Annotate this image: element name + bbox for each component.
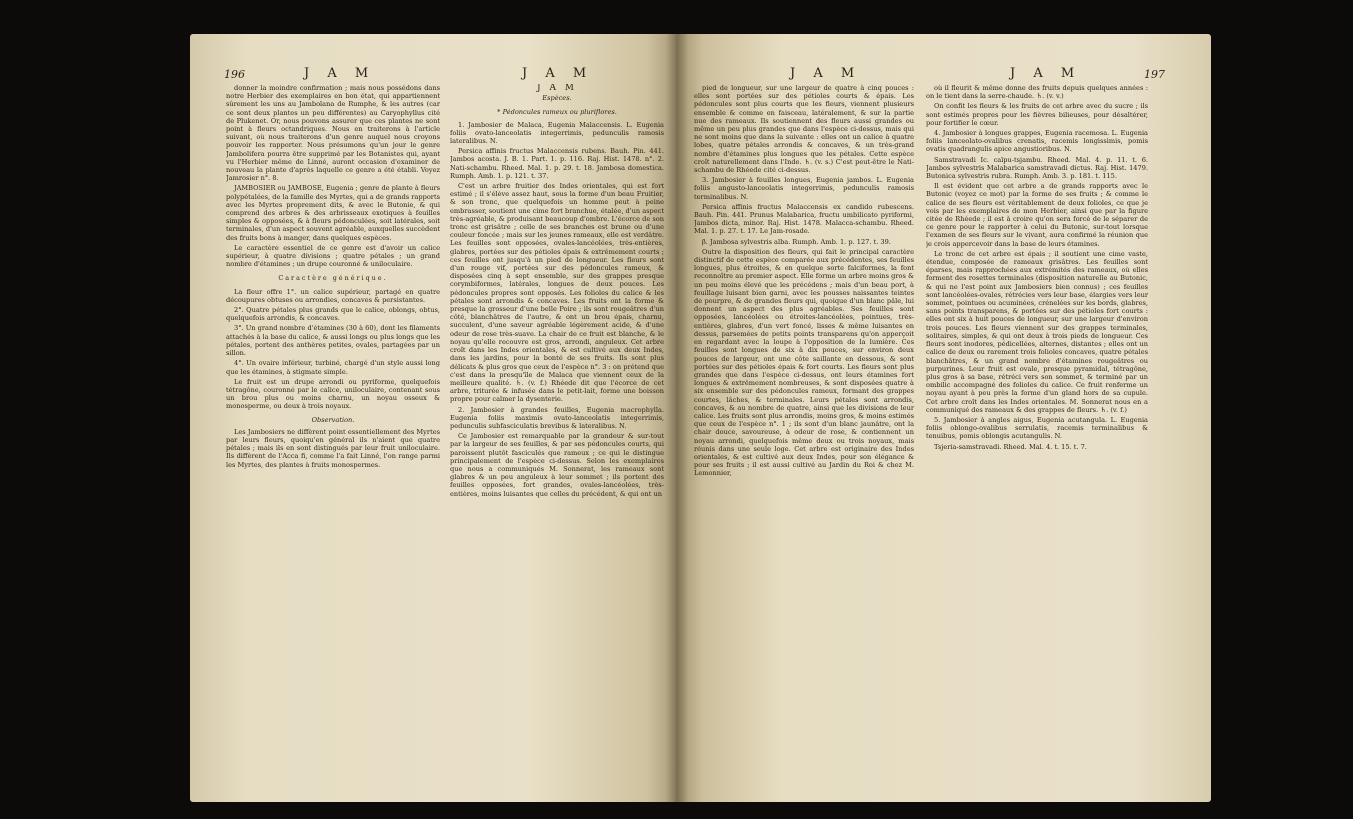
paragraph: Le tronc de cet arbre est épais ; il soutient une cime vaste, étendue, composée de rameaux grisâtres. Les feuilles sont éparses, mais rapprochées aux extrémités des rameaux, où elles forment des rosettes terminales (disposition naturelle au Butonic, & qui ne l'est point aux Jambosiers bien connus) ; ces feuilles sont lancéolées-ovales, rétrécies vers leur base, élargies vers leur sommet, pointues ou acuminées, crénelées sur les bords, glabres, sans points transparens, & portées sur des pétioles fort courts : elles ont six à huit pouces de longueur, sur une largeur d'environ trois pouces. Les fleurs viennent sur des grappes terminales, solitaires, simples, & qui ont deux à trois pieds de longueur. Ces fleurs sont inodores, pédicellées, alternes, distantes ; elles ont un calice de deux ou rarement trois folioles concaves, quatre pétales blanchâtres, & un grand nombre d'étamines rougeâtres ou purpurines. Leur fruit est ovale, presque pyramidal, tétragône, plus gros à sa base, rétréci vers son sommet, & terminé par un ombilic accompagné des folioles du calice. Ce fruit renferme un noyau ayant à peu près la forme d'un gland hors de sa cupule. Cet arbre croît dans les Indes orientales. M. Sonnerat nous en a communiqué des rameaux & des grappes de fleurs. ♄. (v. f.) xyxy=(926,249,1148,414)
right-page-column-1 xyxy=(694,84,914,784)
right-page-column-2 xyxy=(926,84,1148,784)
section-heading: Observation. xyxy=(311,415,355,424)
section-heading: * Pédoncules rameux ou pluriflores. xyxy=(497,108,617,117)
page-number-right: 197 xyxy=(1144,68,1165,81)
running-head-right-col2: J A M xyxy=(1010,66,1082,81)
paragraph: Ce Jambosier est remarquable par la grandeur & sur-tout par la largeur de ses feuilles, & par ses pédoncules courts, qui paroissent plutôt fasciculés que rameux ; ce qui le distingue principalement de l'espèce ci-dessus. Selon les exemplaires que nous a communiqués M. Sonnerat, les rameaux sont glabres & un peu anguleux à leur sommet ; ils portent des feuilles opposées, fort grandes, ovales-lancéolées, très-entières, moins luisantes que celles du précédent, & qui ont un xyxy=(450,432,664,498)
paragraph: Les Jambosiers ne diffèrent point essentiellement des Myrtes par leurs fleurs, quoiqu'en général ils n'aient que quatre pétales ; mais ils en sont distingués par leur fruit uniloculaire. Ils diffèrent de l'Acca fi, comme l'a fait Linné, l'on range parmi les Myrtes, des plantes à fruits monospermes. xyxy=(226,427,440,469)
left-page-column-2 xyxy=(450,84,664,784)
running-head-left-col2: J A M xyxy=(522,66,594,81)
paragraph: Le fruit est un drupe arrondi ou pyriforme, quelquefois tétragône, couronné par le calice, uniloculaire, contenant sous un brou plus ou moins charnu, un noyau osseux & monosperme, ou deux à trois noyaux. xyxy=(226,377,440,411)
paragraph: 3. Jambosier à feuilles longues, Eugenia jambos. L. Eugenia foliis angusto-lanceolatis integerrimis, pedunculis ramosis terminalibus. N. xyxy=(694,176,914,201)
page-number-left: 196 xyxy=(224,68,245,81)
paragraph: La fleur offre 1°. un calice supérieur, partagé en quatre découpures obtuses ou arrondies, concaves & persistantes. xyxy=(226,287,440,304)
paragraph: C'est un arbre fruitier des Indes orientales, qui est fort estimé ; il s'élève assez haut, sous la forme d'un beau Fruitier, & son tronc, que quelquefois un homme peut à peine embrasser, soutient une cime fort branchue, étalée, d'un aspect très-agréable, & produisant beaucoup d'ombre. L'écorce de son tronc est grisâtre ; celle de ses branches est brune ou d'une couleur foncée ; mais sur les jeunes rameaux, elle est verdâtre. Les feuilles sont opposées, ovales-lancéolées, très-entières, glabres, portées sur des pétioles épais & extrêmement courts ; ces feuilles ont jusqu'à un pied de longueur. Les fleurs sont d'un rouge vif, portées sur des pédoncules rameux, & disposées cinq à sept ensemble, sur des grappes presque corymbiformes, latérales, longues de deux pouces. Les pédoncules propres sont opposés. Les folioles du calice & les pétales sont arrondis & concaves. Les fruits ont la forme & presque la grosseur d'une belle Poire ; ils sont rougeâtres d'un côté, blanchâtres de l'autre, & ont un brou épais, charnu, succulent, d'une saveur agréable légèrement acide, & d'une odeur de rose très-suave. La chair de ce fruit est blanche, & le noyau qu'elle recouvre est gros, arrondi, anguleux. Cet arbre croît dans les Indes orientales, & est cultivé aux deux Indes, dans les jardins, pour la bonté de ses fruits. Ils sont plus délicats & plus gros que ceux de l'espèce n°. 3 : on prétend que c'est dans la presqu'île de Malaca que viennent ceux de la meilleure qualité. ♄. (v. f.) Rhéede dit que l'écorce de cet arbre, triturée & infusée dans le petit-lait, forme une boisson propre pour calmer la dysenterie. xyxy=(450,182,664,404)
paragraph: 1. Jambosier de Malaca, Eugenia Malaccensis. L. Eugenia foliis ovato-lanceolatis integerrimis, pedunculis ramosis lateralibus. N. xyxy=(450,120,664,146)
paragraph: 5. Jambosier à angles aigus, Eugenia acutangula. L. Eugenia foliis oblongo-ovalibus serrulatis, racemis terminalibus & tenuibus, pomis oblongis acutangulis. N. xyxy=(926,415,1148,441)
paragraph: où il fleurit & même donne des fruits depuis quelques années : on le tient dans la serre-chaude. ♄. (v. v.) xyxy=(926,84,1148,101)
paragraph: pied de longueur, sur une largeur de quatre à cinq pouces : elles sont portées sur des pétioles courts & épais. Les pédoncules sont plus courts que les fleurs, viennent plusieurs ensemble & comme en faisceau, latéralement, & sur la partie nue des rameaux. Ils soutiennent des fleurs aussi grandes ou même un peu plus grandes que dans l'espèce ci-dessus, mais qui ne sont moins que dans la suivante : elles ont un calice à quatre lobes, quatre pétales arrondis & concaves, & un très-grand nombre d'étamines plus longues que les pétales. Cette espèce croît naturellement dans l'Inde. ♄. (v. s.) C'est peut-être le Nati-schambu de Rhéede cité ci-dessus. xyxy=(694,84,914,175)
running-head-right-col1: J A M xyxy=(790,66,862,81)
paragraph: Il est évident que cet arbre a de grands rapports avec le Butonic (voyez ce mot) par la forme de ses fruits ; & comme le calice de ses fleurs est véritablement de deux folioles, ce que je vois par les exemplaires de mon Herbier, ainsi que par la figure citée de Rhéede ; il est à croire qu'on sera forcé de le séparer de ce genre pour le rapporter à celui du Butonic, sur-tout lorsque l'examen de ses fleurs sur le vivant, aura confirmé la réunion que je crois appercevoir dans la base de leurs étamines. xyxy=(926,182,1148,248)
paragraph: Tsjeria-samstravadi. Rheed. Mal. 4. t. 15. t. 7. xyxy=(934,442,1087,451)
paragraph: On confit les fleurs & les fruits de cet arbre avec du sucre ; ils sont estimés propres pour les fièvres bilieuses, pour désaltérer, pour fortifier le cœur. xyxy=(926,102,1148,127)
paragraph: Persica affinis fructus Malaccensis rubens. Bauh. Pin. 441. Jambos acosta. J. B. 1. Part. 1. p. 116. Raj. Hist. 1478. n°. 2. Nati-schambu. Rheed. Mal. 1. p. 29. t. 18. Jambosa domestica. Rumph. Amb. 1. p. 121. t. 37. xyxy=(450,147,664,180)
paragraph: Samstravadi Ic. caïpu-tsjambu. Rheed. Mal. 4. p. 11. t. 6. Jambos sylvestris Malabarica samstravadi dictus. Raj. Hist. 1479. Butonica sylvestris rubra. Rumph. Amb. 3. p. 181. t. 115. xyxy=(926,155,1148,181)
paragraph: 4°. Un ovaire inférieur, turbiné, chargé d'un style aussi long que les étamines, à stigmate simple. xyxy=(226,359,440,376)
running-head-left-col1: J A M xyxy=(304,66,376,81)
section-heading: Caractère générique. xyxy=(278,274,388,283)
paragraph: Outre la disposition des fleurs, qui fait le principal caractère distinctif de cette espèce comparée aux précédentes, ses feuilles longues, plus étroites, & en quelque sorte falciformes, la font reconnoître au premier aspect. Elle forme un arbre moins gros & un peu moins élevé que les précédens ; mais d'un beau port, à feuillage luisant bien garni, avec les pousses naissantes teintes de pourpre, & de grandes fleurs qui, quoique d'un blanc pâle, lui donnent un aspect des plus agréables. Ses feuilles sont opposées, lancéolées ou étroites-lancéolées, pointues, très-entières, glabres, d'un vert foncé, lisses & même luisantes en dessus, parsemées de petits points transparens qu'on apperçoit en regardant avec la loupe à l'opposition de la lumière. Ces feuilles sont longues de six à dix pouces, sur environ deux pouces de largeur, ont une côte saillante en dessous, & sont portées sur des pétioles épais & fort courts. Les fleurs sont plus grandes que dans l'espèce ci-dessus, ont leurs étamines fort longues & extrêmement nombreuses, & sont disposées quatre à six ensemble sur des pédoncules rameux, formant des grappes courtes, lâches, & terminales. Leurs pétales sont arrondis, concaves, & au nombre de quatre, ainsi que les divisions de leur calice. Les fruits sont plus arrondis, moins gros, & moins estimés que ceux de l'espèce n°. 1 ; ils sont d'un blanc jaunâtre, ont la chair douce, savoureuse, à odeur de rose, & contiennent un noyau arrondi, quelquefois même deux ou trois noyaux, mais réunis dans une seule loge. Cet arbre est originaire des Indes orientales, & est cultivé aux deux Indes, pour son élégance & pour ses fruits ; il est aussi cultivé au Jardin du Roi & chez M. Lemonnier, xyxy=(694,247,914,478)
column-subheading: J A M xyxy=(536,84,578,93)
paragraph: 3°. Un grand nombre d'étamines (30 à 60), dont les filaments attachés à la base du calice, & aussi longs ou plus longs que les pétales, portent des anthères petites, ovales, partagées par un sillon. xyxy=(226,324,440,358)
paragraph: JAMBOSIER ou JAMBOSE, Eugenia ; genre de plante à fleurs polypétalées, de la famille des Myrtes, qui a de grands rapports avec les Myrtes proprement dits, & avec le Butonie, & qui comprend des arbres & des arbrisseaux exotiques à feuilles simples & opposées, & à fleurs pédonculées, soit latérales, soit terminales, d'un aspect souvent agréable, auxquelles succèdent des fruits bons à manger, dans quelques espèces. xyxy=(226,184,440,242)
paragraph: Le caractère essentiel de ce genre est d'avoir un calice supérieur, à quatre divisions ; quatre pétales ; un grand nombre d'étamines ; un drupe couronné & uniloculaire. xyxy=(226,243,440,269)
paragraph: Persica affinis fructus Malaccensis ex candido rubescens. Bauh. Pin. 441. Prunus Malabarica, fructu umbilicato pyriformi, Jambos dicta, minor. Raj. Hist. 1478. Malacca-schambu. Rheed. Mal. 1. p. 27. t. 17. Le Jam-rosade. xyxy=(694,202,914,236)
left-page-column-1 xyxy=(226,84,440,784)
book-gutter xyxy=(666,34,688,802)
paragraph: 2°. Quatre pétales plus grands que le calice, oblongs, obtus, quelquefois arrondis, & concaves. xyxy=(226,306,440,323)
paragraph: 2. Jambosier à grandes feuilles, Eugenia macrophylla. Eugenia foliis maximis ovato-lanceolatis integerrimis, pedunculis subfasciculatis brevibus & lateralibus. N. xyxy=(450,405,664,430)
paragraph: donner la moindre confirmation ; mais nous possédons dans notre Herbier des exemplaires en bon état, qui appartiennent sûrement les uns au Jambolana de Rumphe, & les autres (car ce sont deux plantes un peu différentes) au Caryophyllus cité de Plukenet. Or, nous pouvons assurer que ces plantes ne sont point à fleurs octandriques. Nous en traiterons à l'article suivant, où nous traiterons d'un genre auquel nous croyons pouvoir les rapporter. Nous présumons qu'un jour le genre Jambolifera pourra être supprimé par les Botanistes qui, ayant vu l'Herbier même de Linné, auront occasion d'examiner de nouveau la plante d'après laquelle ce genre a été établi. Voyez Jamrosier n°. 8. xyxy=(226,84,440,183)
paragraph: 4. Jambosier à longues grappes, Eugenia racemosa. L. Eugenia foliis lanceolato-ovalibus crenatis, racemis longissimis, pomis ovatis quadrangulis apice angustioribus. N. xyxy=(926,129,1148,154)
paragraph: β. Jambosa sylvestris alba. Rumph. Amb. 1. p. 127. t. 39. xyxy=(702,237,891,246)
species-caption: Espèces. xyxy=(542,94,572,103)
